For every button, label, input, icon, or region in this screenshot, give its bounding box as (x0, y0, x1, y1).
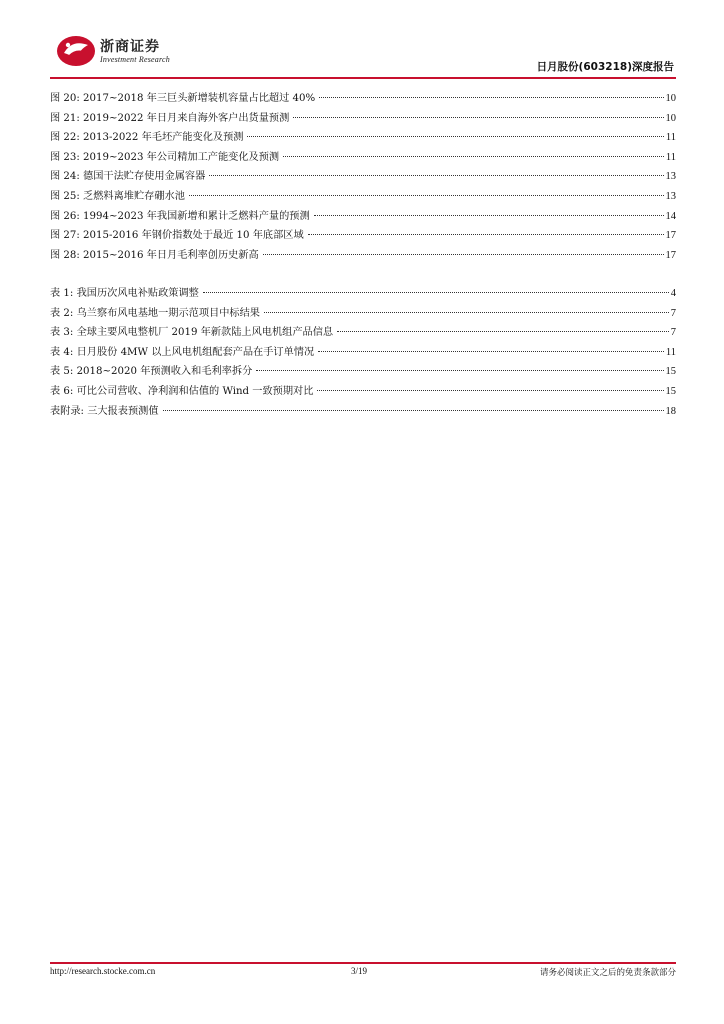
toc-entry-label: 图 28: 2015~2016 年日月毛利率创历史新高 (50, 249, 259, 261)
leader-dots (319, 96, 663, 98)
toc-row[interactable] (50, 89, 676, 109)
toc-entry-label: 图 21: 2019~2022 年日月来自海外客户出货量预测 (50, 112, 290, 124)
leader-dots (317, 389, 663, 391)
toc-row[interactable] (50, 128, 676, 148)
leader-dots (318, 350, 664, 352)
toc-entry-page: 4 (670, 288, 676, 299)
toc-entry-page: 10 (665, 112, 676, 124)
toc-entry-page: 7 (670, 327, 676, 339)
toc-entry-page: 15 (665, 366, 676, 378)
leader-dots (314, 214, 664, 216)
toc-entry-page: 15 (665, 385, 676, 397)
toc-entry-page: 11 (665, 346, 676, 358)
toc-entry-label: 图 20: 2017~2018 年三巨头新增装机容量占比超过 40% (50, 93, 316, 104)
toc-entry-label: 图 22: 2013-2022 年毛坯产能变化及预测 (50, 132, 244, 144)
toc-row[interactable] (50, 284, 676, 304)
toc-entry-page: 11 (665, 132, 676, 144)
toc-row[interactable] (50, 402, 676, 422)
toc-entry-label: 表 3: 全球主要风电整机厂 2019 年新款陆上风电机组产品信息 (50, 327, 334, 339)
leader-dots (203, 291, 669, 293)
toc-entry-label: 图 25: 乏燃料离堆贮存硼水池 (50, 190, 185, 202)
disclaimer-note: 请务必阅读正文之后的免责条款部分 (539, 968, 676, 978)
toc-entry-label: 表附录: 三大报表预测值 (50, 405, 159, 417)
toc-row[interactable] (50, 323, 676, 343)
figure-list (50, 89, 676, 265)
table-list (50, 284, 676, 421)
toc-entry-page: 18 (665, 405, 676, 417)
brand-subtitle: Investment Research (100, 55, 170, 64)
toc-entry-label: 图 26: 1994~2023 年我国新增和累计乏燃料产量的预测 (50, 210, 310, 222)
leader-dots (256, 369, 663, 371)
toc-entry-page: 7 (670, 307, 676, 319)
leader-dots (263, 253, 664, 255)
page-number: 3/19 (351, 966, 368, 976)
toc-entry-label: 表 1: 我国历次风电补贴政策调整 (50, 288, 199, 299)
toc-entry-label: 图 27: 2015-2016 年钢价指数处于最近 10 年底部区域 (50, 230, 304, 242)
toc-row[interactable] (50, 207, 676, 227)
toc-row[interactable] (50, 343, 676, 363)
toc-entry-page: 17 (665, 230, 676, 242)
toc-entry-page: 17 (665, 249, 676, 261)
leader-dots (264, 311, 669, 313)
toc-row[interactable] (50, 109, 676, 129)
report-title: 日月股份(603218)深度报告 (536, 61, 674, 73)
company-logo-icon (55, 33, 97, 69)
footer-divider (50, 962, 676, 964)
toc-entry-page: 14 (665, 210, 676, 222)
leader-dots (337, 330, 669, 332)
toc-entry-label: 图 23: 2019~2023 年公司精加工产能变化及预测 (50, 151, 280, 163)
toc-row[interactable] (50, 167, 676, 187)
toc-row[interactable] (50, 304, 676, 324)
toc-entry-label: 表 6: 可比公司营收、净利润和估值的 Wind 一致预期对比 (50, 385, 314, 397)
toc-row[interactable] (50, 148, 676, 168)
toc-entry-page: 11 (665, 151, 676, 163)
toc-row[interactable] (50, 226, 676, 246)
leader-dots (189, 194, 664, 196)
toc-row[interactable] (50, 246, 676, 266)
toc-row[interactable] (50, 187, 676, 207)
leader-dots (283, 155, 664, 157)
leader-dots (247, 135, 663, 137)
leader-dots (308, 233, 664, 235)
toc-entry-label: 图 24: 德国干法贮存使用金属容器 (50, 171, 206, 183)
toc-entry-page: 13 (665, 190, 676, 202)
toc-entry-label: 表 2: 乌兰察布风电基地一期示范项目中标结果 (50, 307, 260, 319)
toc-row[interactable] (50, 362, 676, 382)
toc-entry-label: 表 5: 2018~2020 年预测收入和毛利率拆分 (50, 366, 253, 378)
leader-dots (293, 116, 663, 118)
header-divider (50, 77, 676, 79)
footer-url-link[interactable]: http://research.stocke.com.cn (50, 966, 156, 976)
page-header (50, 30, 676, 78)
toc-entry-label: 表 4: 日月股份 4MW 以上风电机组配套产品在手订单情况 (50, 346, 315, 358)
toc-row[interactable] (50, 382, 676, 402)
toc-entry-page: 10 (665, 93, 676, 104)
toc-entry-page: 13 (665, 171, 676, 183)
leader-dots (163, 409, 664, 411)
leader-dots (209, 174, 663, 176)
brand-name: 浙商证券 (100, 39, 160, 55)
